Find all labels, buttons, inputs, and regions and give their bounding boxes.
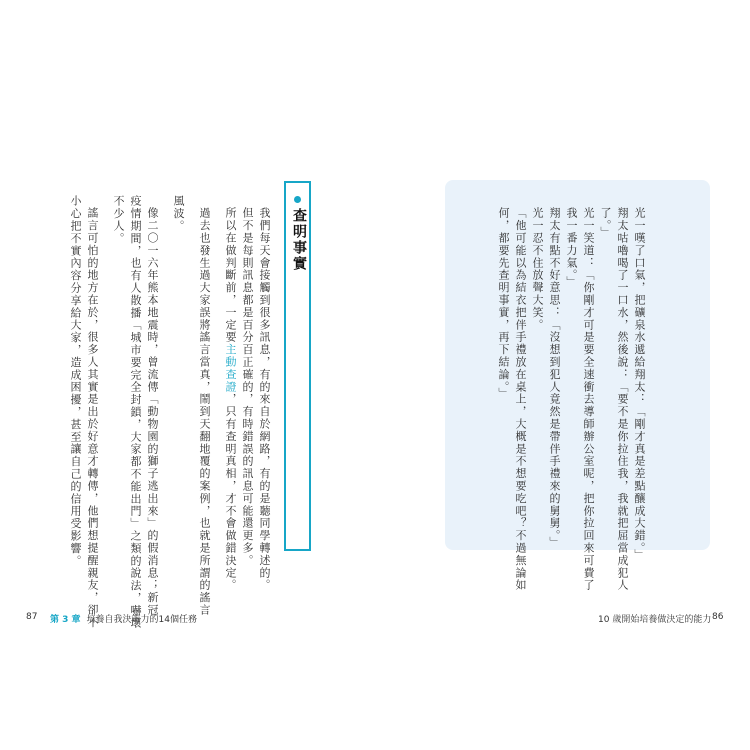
body-line: 風波。 xyxy=(172,195,185,233)
body-line: 過去也發生過大家誤將謠言當真，鬧到天翻地覆的案例，也就是所謂的謠言 xyxy=(198,207,211,617)
body-line: 小心把不實內容分享給大家，造成困擾，甚至讓自己的信用受影響。 xyxy=(69,195,82,567)
body-text: ，只有查明真相，才不會做錯決定。 xyxy=(224,393,237,592)
chapter-header xyxy=(50,612,197,625)
left-page-number: 87 xyxy=(26,612,38,622)
body-line-highlight xyxy=(224,207,237,591)
bullet-dot-icon xyxy=(294,196,301,203)
highlight-verify: 主動查證 xyxy=(224,343,237,394)
section-title-box xyxy=(284,181,311,551)
story-line: 了。」 xyxy=(599,207,612,239)
story-line: 我一番力氣。」 xyxy=(565,207,578,289)
right-page-number: 86 xyxy=(712,612,724,622)
body-line: 疫情期間，也有人散播「城市要完全封鎖，大家都不能出門」之類的說法，嚇壞 xyxy=(129,195,142,629)
story-line: 「他可能以為結衣把伴手禮放在桌上，大概是不想要吃吧？不過無論如 xyxy=(514,207,527,592)
story-line: 光一嘆了口氣，把礦泉水遞給翔太：「剛才真是差點釀成大錯。」 xyxy=(633,207,646,562)
story-line: 光一笑道：「你剛才可是要全速衝去導師辦公室呢，把你拉回來可費了 xyxy=(582,207,595,592)
story-line: 光一忍不住放聲大笑。 xyxy=(531,207,544,331)
body-line: 我們每天會接觸到很多訊息，有的來自於網路，有的是聽同學轉述的。 xyxy=(258,207,271,592)
book-title: 10 歲開始培養做決定的能力 xyxy=(598,615,712,625)
story-line: 翔太咕嚕喝了一口水，然後說：「要不是你拉住我，我就把屈當成犯人 xyxy=(616,207,629,592)
story-line: 何，都要先查明事實，再下結論。」 xyxy=(497,207,510,400)
body-text: 所以在做判斷前，一定要 xyxy=(224,207,237,344)
body-line: 但不是每則訊息都是百分百正確的，有時錯誤的訊息可能還更多。 xyxy=(241,207,254,567)
body-line: 謠言可怕的地方在於，很多人其實是出於好意才轉傳，他們想提醒親友，卻不 xyxy=(86,207,99,629)
body-line: 像二〇一六年熊本地震時，曾流傳「動物園的獅子逃出來」的假消息；新冠 xyxy=(146,207,159,617)
story-line: 翔太有點不好意思：「沒想到犯人竟然是帶伴手禮來的舅舅。」 xyxy=(548,207,561,549)
chapter-label: 第 3 章 xyxy=(50,615,81,625)
body-line: 不少人。 xyxy=(112,195,125,245)
chapter-title: 培養自我決策力的14個任務 xyxy=(86,615,197,625)
section-title: 查明事實 xyxy=(291,208,307,272)
